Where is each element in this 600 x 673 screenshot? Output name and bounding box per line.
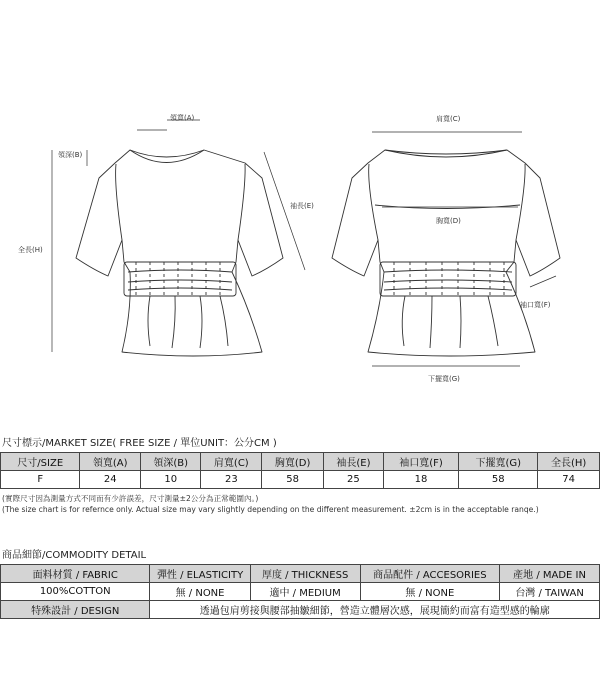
label-hem-width: 下擺寬(G)	[428, 375, 460, 383]
size-header-cell: 袖長(E)	[324, 453, 384, 471]
design-label-cell: 特殊設計 / DESIGN	[1, 601, 150, 619]
size-header-cell: 下擺寬(G)	[459, 453, 538, 471]
label-total-length: 全長(H)	[18, 246, 43, 254]
table-row	[1, 471, 600, 489]
detail-value-cell: 100%COTTON	[1, 583, 150, 601]
label-collar-width: 領寬(A)	[170, 114, 195, 122]
detail-header-cell: 產地 / MADE IN	[500, 565, 600, 583]
detail-value-cell: 無 / NONE	[150, 583, 250, 601]
size-note-zh: (實際尺寸因為測量方式不同而有少許誤差，尺寸測量±2公分為正常範圍內。)	[2, 494, 259, 503]
size-value-cell: 23	[201, 471, 262, 489]
detail-header-cell: 面料材質 / FABRIC	[1, 565, 150, 583]
size-section-title: 尺寸標示/MARKET SIZE( FREE SIZE / 單位UNIT：公分CM )	[2, 438, 277, 449]
detail-header-cell: 彈性 / ELASTICITY	[150, 565, 250, 583]
label-cuff-width: 袖口寬(F)	[520, 301, 551, 309]
detail-value-cell: 台灣 / TAIWAN	[500, 583, 600, 601]
detail-table	[0, 564, 600, 619]
detail-header-row	[1, 565, 600, 583]
design-row	[1, 601, 600, 619]
label-shoulder-width: 肩寬(C)	[436, 115, 461, 123]
size-value-cell: F	[1, 471, 80, 489]
detail-value-cell: 無 / NONE	[360, 583, 500, 601]
size-value-cell: 25	[324, 471, 384, 489]
back-garment	[332, 132, 560, 366]
table-row	[1, 583, 600, 601]
design-text-cell: 透過包肩剪接與腰部抽皺細節，營造立體層次感，展現簡約而富有造型感的輪廓	[150, 601, 600, 619]
size-header-cell: 領寬(A)	[80, 453, 140, 471]
size-note-en: (The size chart is for refernce only. Actual size may vary slightly depending on the different measurement. ±2cm is in the acceptable ranqe.)	[2, 505, 539, 514]
size-value-cell: 58	[459, 471, 538, 489]
size-table-header-row	[1, 453, 600, 471]
size-header-cell: 領深(B)	[140, 453, 201, 471]
size-value-cell: 24	[80, 471, 140, 489]
size-header-cell: 尺寸/SIZE	[1, 453, 80, 471]
label-sleeve-length: 袖長(E)	[290, 202, 314, 210]
size-header-cell: 袖口寬(F)	[383, 453, 459, 471]
size-value-cell: 10	[140, 471, 201, 489]
size-header-cell: 胸寬(D)	[262, 453, 324, 471]
detail-header-cell: 商品配件 / ACCESORIES	[360, 565, 500, 583]
size-value-cell: 58	[262, 471, 324, 489]
label-collar-depth: 領深(B)	[58, 151, 83, 159]
size-value-cell: 74	[538, 471, 600, 489]
size-value-cell: 18	[383, 471, 459, 489]
size-table	[0, 452, 600, 489]
label-chest-width: 胸寬(D)	[436, 217, 461, 225]
size-header-cell: 全長(H)	[538, 453, 600, 471]
size-header-cell: 肩寬(C)	[201, 453, 262, 471]
detail-value-cell: 適中 / MEDIUM	[250, 583, 360, 601]
front-garment	[52, 120, 305, 356]
detail-header-cell: 厚度 / THICKNESS	[250, 565, 360, 583]
detail-section-title: 商品細節/COMMODITY DETAIL	[2, 550, 147, 561]
